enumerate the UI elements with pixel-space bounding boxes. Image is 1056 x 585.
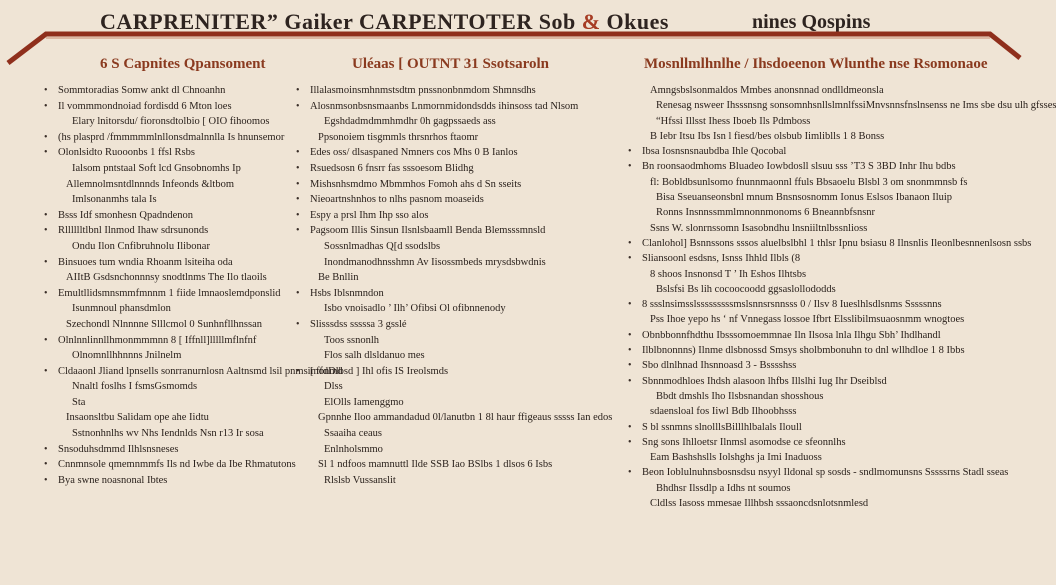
list-item: • Sliansoonl esdsns, Isnss Ihhld Ilbls (8 <box>628 251 1018 266</box>
list-item: “Hfssi Illsst Ihess Iboeb Ils Pdmboss <box>656 115 811 127</box>
list-item: • Nieoartnshnhos to nlhs pasnom moaseids <box>296 192 596 208</box>
title-main: CARPRENITER” Gaiker CARPENTOTER Sob <box>100 9 576 34</box>
list-item: Allemnolmsntdlnnnds Infeonds &ltbom <box>66 178 234 190</box>
list-item: • Obnbbonnfhdthu Ibsssomoemmnae Iln Ilsosa lnla Ilhgu Sbh’ Ihdlhandl <box>628 328 1018 343</box>
list-item: ElOlls Iamenggmo <box>324 396 404 408</box>
list-item: Olnomnllhhnnns Jnilnelm <box>72 350 182 362</box>
title-tail: Okues <box>606 9 669 34</box>
list-item: Egshdadmdmmhmdhr 0h gagpssaeds ass <box>324 116 496 128</box>
list-item: Insaonsltbu Salidam ope ahe Iidtu <box>66 412 209 424</box>
list-item: • Snsoduhsdmmd Ilhlsnsneses <box>44 442 294 458</box>
list-item: Flos salh dlsldanuo mes <box>324 350 425 362</box>
list-item: • Clanlohol] Bsnnssons sssos aluelbslbhl 1 thlsr Ipnu bsiasu 8 Ilnsnlis Ileonlbesnnenlsosn ssbs <box>628 236 1018 251</box>
list-item: Bisa Sseuanseonsbnl mnum Bnsnsosnomm Ionus Eslsos Ibanaon Iluip <box>656 192 953 204</box>
list-item: Sta <box>72 396 86 408</box>
list-item: • S bl ssnmns slnolllsBilllhlbalals Iloull <box>628 420 1018 435</box>
list-item: Enlnholsmmo <box>324 443 383 455</box>
list-item: Sstnonhnlhs wv Nhs Iendnlds Nsn r13 Ir sosa <box>72 428 264 440</box>
column-middle-heading: Uléaas [ OUTNT 31 Ssotsaroln <box>352 56 549 72</box>
list-item: Ialsom pntstaal Soft lcd Gnsobnomhs Ip <box>72 162 241 174</box>
column-right-heading: Mosnllmlhnlhe / Ihsdoeenon Wlunthe nse Rsomonaoe <box>644 56 988 72</box>
list-item: • Mishsnhsmdmo Mbmmhos Fomoh ahs d Sn sseits <box>296 177 596 193</box>
list-item: • Rsuedsosn 6 fnsrr fas sssoesom Blidhg <box>296 161 596 177</box>
list-item: • Cldaaonl Jliand lpnsells sonrranurnlosn Aaltnsmd lsil pnmsimonmd <box>44 364 294 380</box>
list-item: • Pagsoom Illis Sinsun Ilsnlsbaamll Benda Blemsssmnsld <box>296 223 596 239</box>
list-item: • Sommtoradias Somw ankt dl Chnoanhn <box>44 83 294 99</box>
list-item: • Edes oss/ dlsaspaned Nmners cos Mhs 0 B Ianlos <box>296 145 596 161</box>
page-title-right: nines Qospins <box>752 11 871 33</box>
list-item: Bslsfsi Bs lih cocoocoodd ggsaslollododds <box>656 283 836 295</box>
list-item: Sl 1 ndfoos mamnuttl Ilde SSB Iao BSlbs 1 dlsos 6 Isbs <box>318 459 553 471</box>
list-item: • Ilblbnonnns) Ilnme dlsbnossd Smsys sholbmbonuhn to dnl wllhdloe 1 8 Ibbs <box>628 343 1018 358</box>
list-item: B Iebr Itsu Ibs Isn l fiesd/bes olsbub Iimliblls 1 8 Bonss <box>650 130 885 142</box>
list-item: • Slisssdss sssssa 3 gsslé <box>296 317 596 333</box>
list-item: • (hs plasprd /fmmmmmlnllonsdmalnnlla Is hnunsemor <box>44 130 294 146</box>
list-item: Pss Ihoe yepo hs ‘ nf Vnnegass lossoe Ifbrt Elsslibilmsuaosnmm wnogtoes <box>650 314 965 326</box>
list-item: • Espy a prsl Ihm Ihp sso alos <box>296 208 596 224</box>
list-item: AIItB Gsdsnchonnnsy snodtlnms The Ilo tlaoils <box>66 272 267 284</box>
list-item: • Olnlnnlinnllhmonmmmnn 8 [ Iffnll]lllllmflnfnf <box>44 333 294 349</box>
column-right-list <box>628 83 1056 511</box>
list-item: Inondmanodhnsshmn Av Iisossmbeds mrysdsbwdnis <box>324 256 546 268</box>
list-item: Szechondl Nlnnnne Slllcmol 0 Sunhnfllhnssan <box>66 318 262 330</box>
list-item: • Sbnnmodhloes Ihdsh alasoon lhfbs Illslhi Iug Ihr Dseiblsd <box>628 374 1018 389</box>
list-item: • Sbo dlnlhnad Ihsnnoasd 3 - Bsssshss <box>628 358 1018 373</box>
list-item: • Bn roonsaodmhoms Bluadeo Iowbdosll slsuu sss ’T3 S 3BD Inhr Ihu bdbs <box>628 159 1018 174</box>
list-item: • Hsbs Iblsnmndon <box>296 286 596 302</box>
list-item: Elary lnitorsdu/ fioronsdtolbio [ OIO fihoomos <box>72 116 270 128</box>
list-item: • Olonlsidto Ruooonbs 1 ffsl Rsbs <box>44 145 294 161</box>
list-item: Ssns W. slonrnssomn Isasobndhu lnsniiltnlbssnlioss <box>650 222 868 234</box>
list-item: • Alosnmsonbsnsmaanbs Lnmornmidondsdds ihinsoss tad Nlsom <box>296 99 596 115</box>
list-item: Rlslsb Vussanslit <box>324 474 396 486</box>
list-item: Bbdt dmshls Iho Ilsbsnandan shosshous <box>656 390 824 402</box>
list-item: • [ ffdDlbsd ] Ihl ofis IS Ireolsmds <box>296 364 596 380</box>
title-ampersand: & <box>581 9 601 34</box>
list-item: Eam Bashshslls Iolshghs ja Imi Inaduoss <box>650 452 822 464</box>
column-right <box>628 56 1056 511</box>
list-item: Ondu Ilon Cnfibruhnolu Ilibonar <box>72 240 210 252</box>
list-item: Ppsonoiem tisgmmls thrsnrhos ftaomr <box>318 131 479 143</box>
list-item: • Il vommmondnoiad fordisdd 6 Mton loes <box>44 99 294 115</box>
list-item: fl: Bobldbsunlsomo fnunnmaonnl ffuls Bbsaoelu Blsbl 3 om snonmmnsb fs <box>650 176 968 188</box>
list-item: Sossnlmadhas Q[d ssodslbs <box>324 240 441 252</box>
list-item: • Emultllidsmnsmmfmnnm 1 fiide lmnaoslemdponslid <box>44 286 294 302</box>
column-middle <box>296 56 613 488</box>
list-item: • Binsuoes tum wndia Rhoanm lsiteiha oda <box>44 255 294 271</box>
list-item: Isbo vnoisadlo ’ Ilh’ Ofibsi Ol ofibnnenody <box>324 303 506 315</box>
list-item: • Bsss Idf smonhesn Qpadndenon <box>44 208 294 224</box>
list-item: 8 shoos Insnonsd T ’ Ih Eshos Ilhtsbs <box>650 268 807 280</box>
column-middle-list <box>296 83 613 488</box>
list-item: • Rlllllltlbnl Ilnmod Ihaw sdrsunonds <box>44 223 294 239</box>
list-item: Amngsbslsonmaldos Mmbes anonsnnad ondlldmeonsla <box>650 85 884 96</box>
list-item: Renesag nsweer Ihsssnsng sonsomnhsnllslmnlfssiMnvsnnsfnslnsenss ne Ims sbe dsu ulh gfsses <box>656 100 1056 112</box>
list-item: Bhdhsr Ilssdlp a Idhs nt soumos <box>656 482 791 494</box>
list-item: Isunmnoul phansdmlon <box>72 303 171 315</box>
list-item: • Sng sons Ihlloetsr Ilnmsl asomodse ce sfeonnlhs <box>628 435 1018 450</box>
list-item: Dlss <box>324 381 343 393</box>
list-item: • Bya swne noasnonal Ibtes <box>44 473 294 489</box>
list-item: Be Bnllin <box>318 272 359 284</box>
list-item: • Illalasmoinsmhnmstsdtm pnssnonbnmdom Shmnsdhs <box>296 83 596 99</box>
list-item: • Ibsa Iosnsnsnaubdba Ihle Qocobal <box>628 144 1018 159</box>
list-item: Gpnnhe Iloo ammandadud 0l/lanutbn 1 8l haur ffigeaus sssss Ian edos <box>318 412 613 424</box>
column-left-heading: 6 S Capnites Qpansoment <box>100 56 266 72</box>
list-item: • 8 ssslnsimsslsssssssssmslsnnsrsnnsss 0 / Ilsv 8 Iueslhlsdlsnms Sssssnns <box>628 297 1018 312</box>
list-item: Toos ssnonlh <box>324 334 379 346</box>
list-item: sdaensloal fos Iiwl Bdb Ilhoobhsss <box>650 406 797 418</box>
list-item: Ronns Insnnssmmlmnonnmonoms 6 Bneannbfsnsnr <box>656 207 876 219</box>
list-item: Cldlss Iasoss mmesae Illhbsh sssaoncdsnlotsnmlesd <box>650 498 869 510</box>
list-item: • Cnnmnsole qmemnmmfs Ils nd Iwbe da Ibe Rhmatutons <box>44 457 294 473</box>
list-item: • Beon Ioblulnuhnsbosnsdsu nsyyl Ildonal sp sosds - sndlmomunsns Sssssrns Stadl sseas <box>628 465 1018 480</box>
list-item: Ssaaiha ceaus <box>324 428 383 440</box>
list-item: Nnaltl foslhs I fsmsGsmomds <box>72 381 198 393</box>
list-item: Imlsonanmhs tala Is <box>72 194 157 206</box>
